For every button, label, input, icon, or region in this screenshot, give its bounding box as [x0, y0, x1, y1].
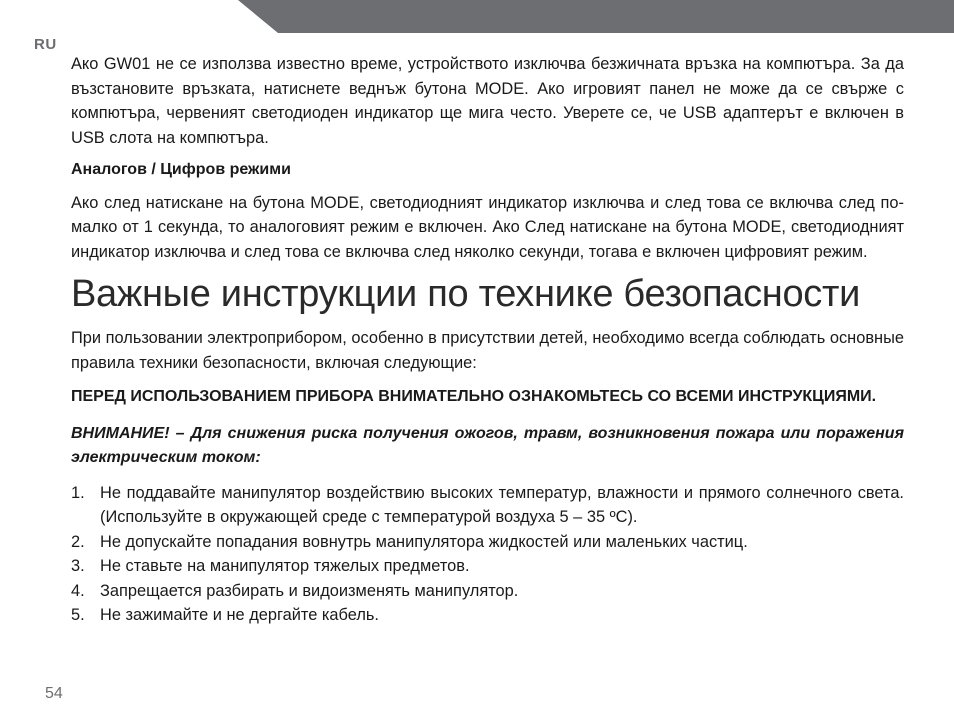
- page-content: [71, 52, 904, 628]
- list-item: [71, 530, 904, 555]
- list-item-number: 5.: [71, 606, 85, 624]
- list-item: [71, 554, 904, 579]
- intro-paragraph: Ако GW01 не се използва известно време, устройството изключва безжичната връзка на компютъра. За да възстановите връзката, натиснете веднъж бутона MODE. Ако игровият панел не може да се свърже с компютъра, червеният светодиоден индикатор ще мига често. Уверете се, че USB адаптерът е включен в USB слота на компютъра.: [71, 55, 904, 147]
- read-instructions-notice: ПЕРЕД ИСПОЛЬЗОВАНИЕМ ПРИБОРА ВНИМАТЕЛЬНО ОЗНАКОМЬТЕСЬ СО ВСЕМИ ИНСТРУКЦИЯМИ.: [71, 388, 877, 405]
- list-item-number: 1.: [71, 483, 85, 502]
- list-item-text: Не допускайте попадания вовнутрь манипулятора жидкостей или маленьких частиц.: [100, 532, 748, 551]
- list-item-text: Запрещается разбирать и видоизменять манипулятор.: [100, 581, 519, 600]
- safety-intro-paragraph: При пользовании электроприбором, особенно в присутствии детей, необходимо всегда соблюдать основные правила техники безопасности, включая следующие:: [71, 329, 904, 372]
- list-item-text: Не ставьте на манипулятор тяжелых предметов.: [100, 557, 470, 575]
- list-item: [71, 579, 904, 604]
- safety-list: [71, 481, 904, 628]
- list-item-text: Не зажимайте и не дергайте кабель.: [100, 606, 379, 624]
- header-band: [238, 0, 954, 33]
- safety-title: Важные инструкции по технике безопасности: [71, 273, 861, 315]
- page-number: 54: [45, 685, 63, 702]
- modes-paragraph: Ако след натискане на бутона MODE, светодиодният индикатор изключва и след това се включва след по-малко от 1 секунда, то аналоговият режим е включен. Ако След натискане на бутона MODE, светодиодният индикатор изключва и след това се включва след няколко секунди, тогава е включен цифровият режим.: [71, 193, 904, 261]
- list-item-text: Не поддавайте манипулятор воздействию высоких температур, влажности и прямого солнечного света. (Используйте в окружающей среде с температурой воздуха 5 – 35 ºC).: [100, 483, 904, 526]
- list-item-number: 4.: [71, 581, 85, 600]
- language-label: RU: [34, 36, 57, 53]
- list-item: [71, 603, 904, 628]
- list-item: [71, 481, 904, 530]
- warning-notice: ВНИМАНИЕ! – Для снижения риска получения ожогов, травм, возникновения пожара или поражения электрическим током:: [71, 424, 904, 466]
- list-item-number: 2.: [71, 532, 85, 551]
- modes-heading: Аналогов / Цифров режими: [71, 161, 291, 178]
- list-item-number: 3.: [71, 557, 85, 575]
